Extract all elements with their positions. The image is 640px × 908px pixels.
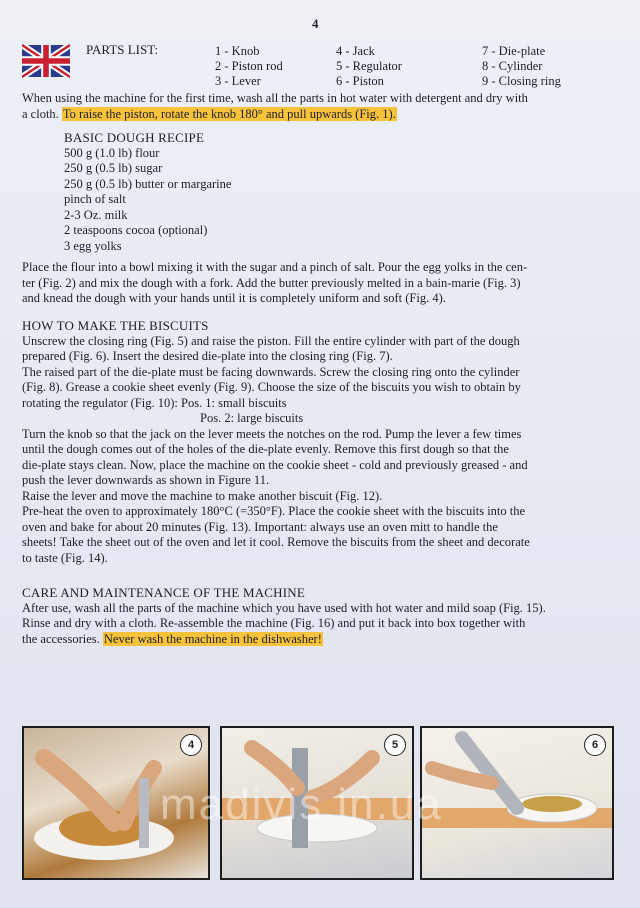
recipe-item: 250 g (0.5 lb) sugar <box>64 161 163 175</box>
care-text: the accessories. <box>22 631 100 646</box>
prep-line: and knead the dough with your hands until it is completely uniform and soft (Fig. 4). <box>22 291 446 305</box>
howto-line: die-plate stays clean. Now, place the machine on the cookie sheet - cold and previously greased - and <box>22 457 528 472</box>
part-item: 8 - Cylinder <box>482 59 543 73</box>
figure-number: 5 <box>384 734 406 756</box>
howto-line: Raise the lever and move the machine to make another biscuit (Fig. 12). <box>22 488 383 503</box>
care-line: After use, wash all the parts of the machine which you have used with hot water and mild soap (Fig. 15). <box>22 600 546 615</box>
part-item: 5 - Regulator <box>336 59 402 73</box>
recipe-title: BASIC DOUGH RECIPE <box>64 130 205 145</box>
figure-number: 4 <box>180 734 202 756</box>
part-item: 4 - Jack <box>336 44 375 58</box>
page-number: 4 <box>312 16 319 31</box>
recipe-item: 250 g (0.5 lb) butter or margarine <box>64 176 232 191</box>
howto-line: oven and bake for about 20 minutes (Fig. 13). Important: always use an oven mitt to handle the <box>22 519 498 534</box>
howto-line: prepared (Fig. 6). Insert the desired die-plate into the closing ring (Fig. 7). <box>22 349 393 363</box>
part-item: 7 - Die-plate <box>482 44 546 58</box>
howto-line: rotating the regulator (Fig. 10): Pos. 1: small biscuits <box>22 395 287 410</box>
part-item: 3 - Lever <box>215 74 261 88</box>
prep-line: ter (Fig. 2) and mix the dough with a fork. Add the butter previously melted in a bain-marie (Fig. 3) <box>22 275 521 290</box>
intro-paragraph <box>22 91 622 122</box>
recipe-item: 500 g (1.0 lb) flour <box>64 145 160 160</box>
recipe-item: 2 teaspoons cocoa (optional) <box>64 223 208 237</box>
part-item: 2 - Piston rod <box>215 59 283 73</box>
howto-line: sheets! Take the sheet out of the oven and let it cool. Remove the biscuits from the sheet and decorate <box>22 535 530 549</box>
part-item: 9 - Closing ring <box>482 74 561 88</box>
parts-list-title: PARTS LIST: <box>86 42 159 57</box>
intro-text: a cloth. <box>22 106 59 121</box>
howto-pos2: Pos. 2: large biscuits <box>200 411 304 425</box>
recipe-item: 2-3 Oz. milk <box>64 207 128 222</box>
recipe-block <box>64 130 231 254</box>
prep-line: Place the flour into a bowl mixing it with the sugar and a pinch of salt. Pour the egg yolks in the cen- <box>22 260 528 274</box>
howto-line: The raised part of the die-plate must be facing downwards. Screw the closing ring onto the cylinder <box>22 364 520 379</box>
fill-cylinder-icon <box>422 728 612 878</box>
uk-flag-icon <box>22 44 70 78</box>
recipe-item: 3 egg yolks <box>64 238 122 253</box>
care-line: Rinse and dry with a cloth. Re-assemble the machine (Fig. 16) and put it back into box together with <box>22 616 526 630</box>
howto-line: push the lever downwards as shown in Figure 11. <box>22 473 270 487</box>
howto-line: Unscrew the closing ring (Fig. 5) and raise the piston. Fill the entire cylinder with part of the dough <box>22 333 520 348</box>
howto-line: Turn the knob so that the jack on the lever meets the notches on the rod. Pump the lever a few times <box>22 426 522 441</box>
part-item: 6 - Piston <box>336 74 384 88</box>
howto-line: (Fig. 8). Grease a cookie sheet evenly (Fig. 9). Choose the size of the biscuits you wish to obtain by <box>22 380 521 394</box>
highlight-piston: To raise the piston, rotate the knob 180° and pull upwards (Fig. 1). <box>62 106 396 121</box>
howto-line: to taste (Fig. 14). <box>22 550 108 565</box>
intro-line: When using the machine for the first time, wash all the parts in hot water with detergent and dry with <box>22 91 528 105</box>
howto-title: HOW TO MAKE THE BISCUITS <box>22 318 209 333</box>
howto-line: until the dough comes out of the holes of the die-plate evenly. Remove this first dough so that the <box>22 442 509 456</box>
prep-paragraph <box>22 260 622 307</box>
recipe-item: pinch of salt <box>64 192 126 206</box>
howto-section <box>22 318 622 566</box>
parts-col-3 <box>482 44 561 89</box>
figure-6-photo <box>420 726 614 880</box>
care-title: CARE AND MAINTENANCE OF THE MACHINE <box>22 585 306 600</box>
highlight-dishwasher: Never wash the machine in the dishwasher! <box>103 631 322 646</box>
care-section <box>22 585 622 647</box>
parts-col-1 <box>215 44 283 89</box>
howto-line: Pre-heat the oven to approximately 180°C (=350°F). Place the cookie sheet with the biscuits into the <box>22 504 526 518</box>
watermark: madivis.in.ua <box>160 780 443 829</box>
parts-col-2 <box>336 44 402 89</box>
part-item: 1 - Knob <box>215 44 260 58</box>
figure-number: 6 <box>584 734 606 756</box>
